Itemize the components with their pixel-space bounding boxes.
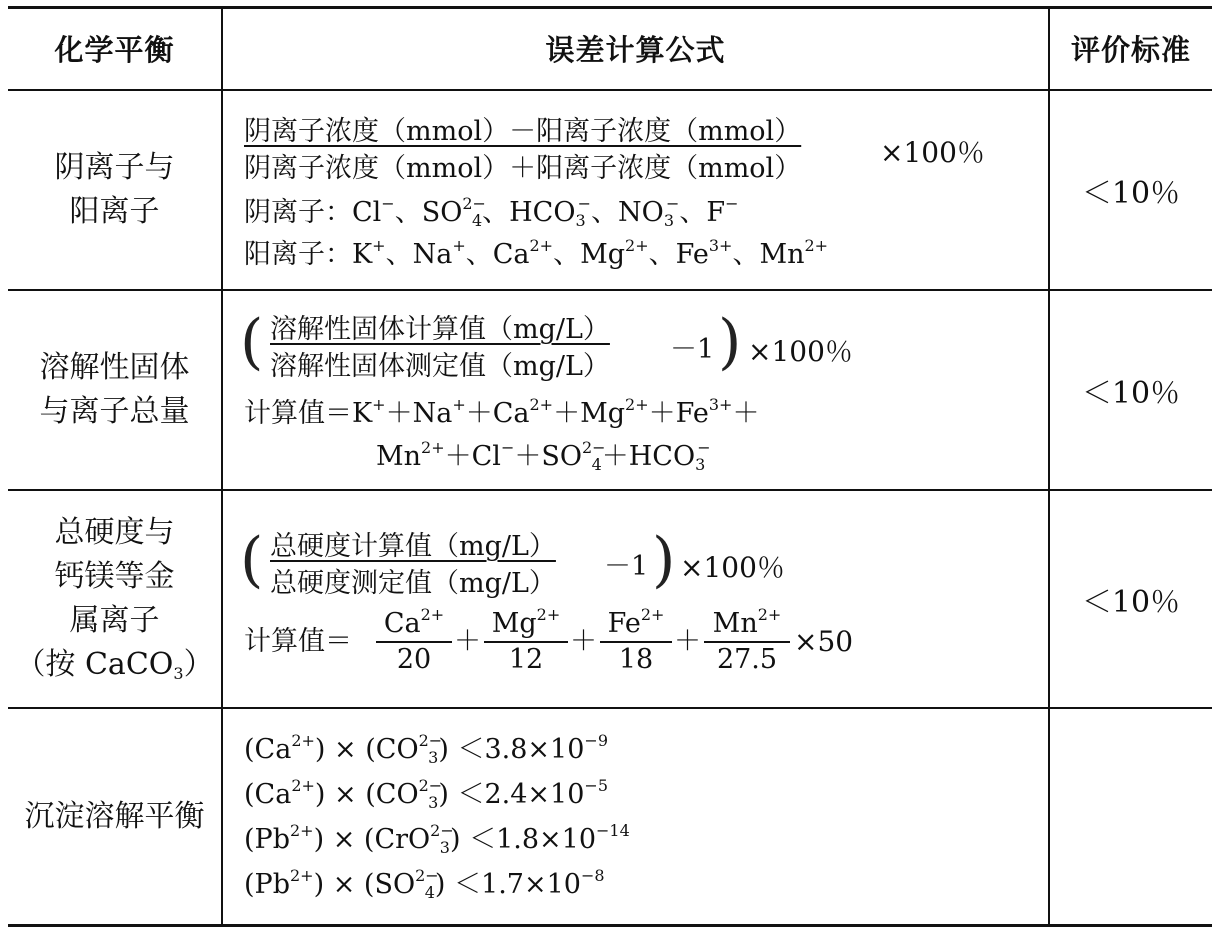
- row3-calc-prefix: 计算值＝: [244, 626, 352, 657]
- row3-minus-one: －1: [604, 551, 649, 582]
- row1-cations: 阳离子：K+、Na+、$Ca^{2+}$、$Mg^{2+}$、$Fe^{3+}$、$Mn^{2+}$: [244, 236, 829, 270]
- plus-sign: ＋: [674, 626, 701, 657]
- label-line: 溶解性固体: [39, 350, 190, 385]
- left-paren: (: [240, 307, 264, 377]
- fraction-mn: $\frac{Mn^{2+}}{27.5}$: [704, 607, 790, 677]
- fraction-ca: $\frac{Ca^{2+}}{20}$: [376, 607, 452, 677]
- row3-times-50: ×50: [794, 625, 854, 658]
- label-line: 与离子总量: [39, 394, 190, 429]
- row3-standard: ＜10％: [1081, 585, 1181, 620]
- right-paren: ): [652, 525, 676, 595]
- plus-sign: ＋: [454, 626, 481, 657]
- right-paren: ): [718, 307, 742, 377]
- row3-numerator: 总硬度计算值（mg/L）: [270, 531, 556, 562]
- row1-times-100: ×100％: [880, 136, 985, 169]
- row2-standard: ＜10％: [1081, 376, 1181, 411]
- fraction-fe: $\frac{Fe^{2+}}{18}$: [600, 607, 672, 677]
- row4-line: $(Pb^{2+}) \times (SO^{2-}_4) <1.7\times 10^{-8}$: [244, 866, 605, 902]
- row1-standard: ＜10％: [1081, 176, 1181, 211]
- row1-anions: 阴离子：Cl−、$SO^{2-}_4$、$HCO_3^-$、$NO_3^-$、F−: [244, 194, 739, 230]
- row2-denominator: 溶解性固体测定值（mg/L）: [270, 351, 610, 382]
- row4-line: $(Ca^{2+}) \times (CO^{2-}_3) <2.4\times 10^{-5}$: [244, 776, 608, 812]
- row4-line: $(Pb^{2+}) \times (CrO^{2-}_3) <1.8\times 10^{-14}$: [244, 821, 630, 857]
- left-paren: (: [240, 525, 264, 595]
- table-bottom-rule: [8, 924, 1212, 927]
- row1-denominator: 阴离子浓度（mmol）＋阳离子浓度（mmol）: [244, 153, 802, 184]
- fraction-mg: $\frac{Mg^{2+}}{12}$: [484, 607, 568, 677]
- label-line: 阴离子与: [54, 150, 175, 185]
- row2-calc-line2: $Mn^{2+}+Cl^-+SO^{2-}_4+HCO_3^-$: [376, 438, 711, 474]
- row4-label: 沉淀溶解平衡: [24, 798, 205, 834]
- row3-label: [8, 491, 221, 707]
- header-col-formula: 误差计算公式: [545, 33, 726, 67]
- header-col-chem-balance: 化学平衡: [54, 33, 175, 67]
- label-line: 阳离子: [69, 194, 160, 229]
- row2-times-100: ×100％: [748, 335, 853, 368]
- label-line: 属离子: [69, 603, 160, 638]
- label-line: 总硬度与: [54, 515, 175, 550]
- row3-times-100: ×100％: [680, 551, 785, 584]
- plus-sign: ＋: [570, 626, 597, 657]
- row1-numerator: 阴离子浓度（mmol）－阳离子浓度（mmol）: [244, 116, 802, 147]
- row2-minus-one: －1: [670, 334, 715, 365]
- row2-numerator: 溶解性固体计算值（mg/L）: [270, 314, 610, 345]
- header-col-standard: 评价标准: [1070, 33, 1191, 67]
- row3-denominator: 总硬度测定值（mg/L）: [270, 568, 556, 599]
- row4-line: $(Ca^{2+}) \times (CO^{2-}_3) <3.8\times 10^{-9}$: [244, 731, 608, 767]
- row1-label: [8, 91, 221, 289]
- label-line: （按 CaCO$_3$）: [15, 647, 214, 683]
- row2-label: [8, 291, 221, 489]
- row2-calc-line1: 计算值$=K^++Na^++Ca^{2+}+Mg^{2+}+Fe^{3+}+$: [244, 395, 760, 429]
- column-divider: [221, 8, 223, 926]
- label-line: 钙镁等金: [54, 559, 175, 594]
- row4-standard: [1050, 709, 1212, 924]
